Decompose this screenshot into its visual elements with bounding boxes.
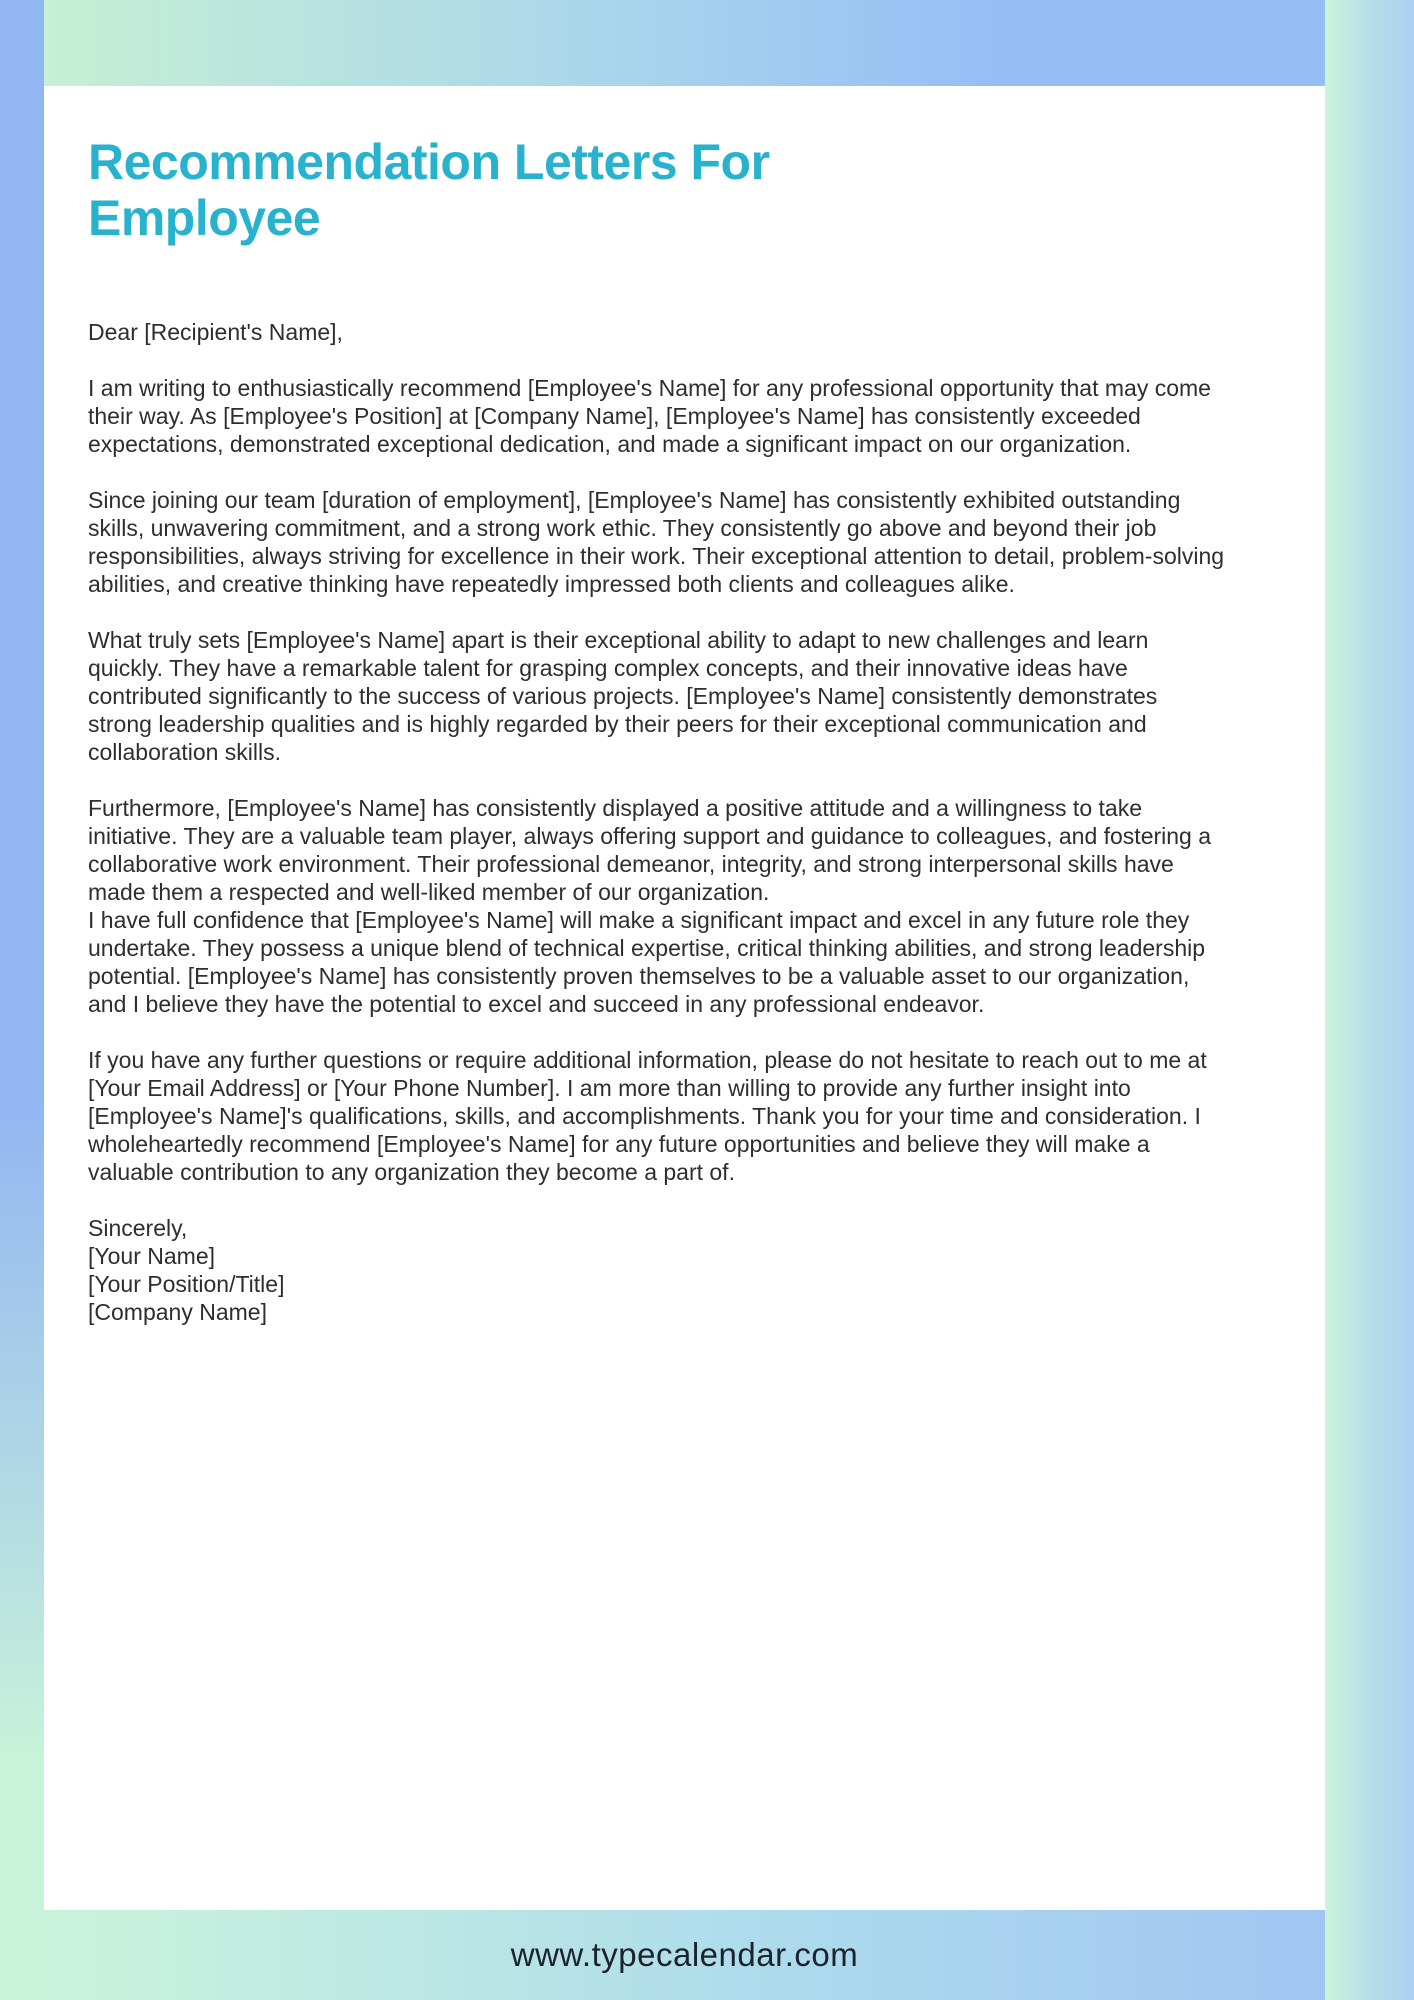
- salutation: Dear [Recipient's Name],: [88, 318, 343, 345]
- footer-website-url: www.typecalendar.com: [510, 1936, 859, 1973]
- paragraph-6: If you have any further questions or require additional information, please do not hesitate to reach out to me at [Your Email Address] or [Your Phone Number]. I am more than willing to provide any further insight into [Employee's Name]'s qualifications, skills, and accomplishments. Thank you for your time and consideration. I wholeheartedly recommend [Employee's Name] for any future opportunities and believe they will make a valuable contribution to any organization they become a part of.: [88, 1046, 1207, 1185]
- paragraph-5: I have full confidence that [Employee's Name] will make a significant impact and excel in any future role they undertake. They possess a unique blend of technical expertise, critical thinking abilities, and strong leadership potential. [Employee's Name] has consistently proven themselves to be a valuable asset to our organization, and I believe they have the potential to excel and succeed in any professional endeavor.: [88, 906, 1206, 1017]
- closing-line-name: [Your Name]: [88, 1242, 215, 1269]
- signature-block: [88, 1214, 1225, 1326]
- closing-line-position: [Your Position/Title]: [88, 1270, 285, 1297]
- paragraph-2: Since joining our team [duration of employment], [Employee's Name] has consistently exhibited outstanding skills, unwavering commitment, and a strong work ethic. They consistently go above and beyond their job responsibilities, always striving for excellence in their work. Their exceptional attention to detail, problem-solving abilities, and creative thinking have repeatedly impressed both clients and colleagues alike.: [88, 486, 1225, 597]
- left-border-gradient: [0, 0, 44, 2000]
- paragraph-3: What truly sets [Employee's Name] apart is their exceptional ability to adapt to new challenges and learn quickly. They have a remarkable talent for grasping complex concepts, and their innovative ideas have contributed significantly to the success of various projects. [Employee's Name] consistently demonstrates strong leadership qualities and is highly regarded by their peers for their exceptional communication and collaboration skills.: [88, 626, 1158, 765]
- closing-line-sincerely: Sincerely,: [88, 1214, 188, 1241]
- bottom-border-gradient: [44, 1910, 1325, 2000]
- paragraph-4: Furthermore, [Employee's Name] has consistently displayed a positive attitude and a willingness to take initiative. They are a valuable team player, always offering support and guidance to colleagues, and fostering a collaborative work environment. Their professional demeanor, integrity, and strong interpersonal skills have made them a respected and well-liked member of our organization.: [88, 794, 1212, 905]
- closing-line-company: [Company Name]: [88, 1298, 267, 1325]
- page-title: [88, 134, 1225, 246]
- letter-body: [88, 318, 1225, 1326]
- right-border-gradient: [1325, 0, 1414, 2000]
- page-title-line-2: Employee: [88, 189, 321, 246]
- paragraph-1: I am writing to enthusiastically recommend [Employee's Name] for any professional opportunity that may come their way. As [Employee's Position] at [Company Name], [Employee's Name] has consistently exceeded expectations, demonstrated exceptional dedication, and made a significant impact on our organization.: [88, 374, 1211, 457]
- letter-page: [44, 86, 1325, 1910]
- page-title-line-1: Recommendation Letters For: [88, 133, 770, 190]
- top-border-gradient: [44, 0, 1325, 86]
